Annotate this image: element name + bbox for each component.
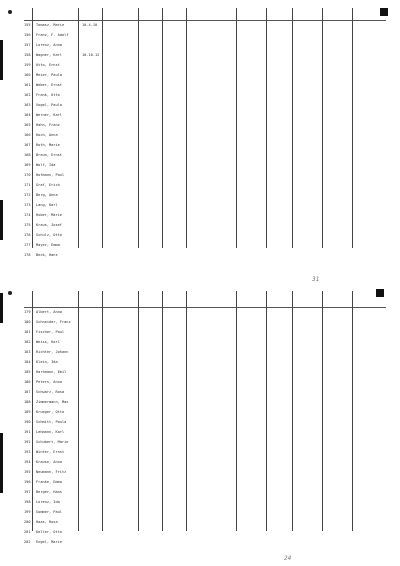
cell-no: 181 <box>24 330 31 334</box>
cell-no: 163 <box>24 103 31 107</box>
register-row <box>24 509 386 518</box>
register-row <box>24 389 386 398</box>
register-row <box>24 379 386 388</box>
cell-no: 158 <box>24 53 31 57</box>
register-table <box>22 285 390 553</box>
scan-edge-mark <box>0 293 3 323</box>
register-row <box>24 192 386 201</box>
register-row <box>24 369 386 378</box>
register-row <box>24 42 386 51</box>
register-row <box>24 152 386 161</box>
cell-name: Wagner, Karl <box>36 53 62 57</box>
cell-no: 200 <box>24 520 31 524</box>
register-row <box>24 242 386 251</box>
cell-born: 10.10.12 <box>82 53 100 57</box>
register-row <box>24 409 386 418</box>
cell-no: 182 <box>24 340 31 344</box>
cell-no: 155 <box>24 23 31 27</box>
cell-name: Weber, Ernst <box>36 83 62 87</box>
register-row <box>24 172 386 181</box>
cell-name: Albert, Anna <box>36 310 62 314</box>
cell-name: Fischer, Paul <box>36 330 65 334</box>
cell-no: 175 <box>24 223 31 227</box>
corner-mark <box>380 8 388 16</box>
cell-name: Franke, Emma <box>36 480 62 484</box>
cell-name: Lehmann, Karl <box>36 430 65 434</box>
cell-no: 198 <box>24 500 31 504</box>
register-table <box>22 2 390 270</box>
cell-name: Richter, Johann <box>36 350 69 354</box>
cell-no: 169 <box>24 163 31 167</box>
register-row <box>24 539 386 548</box>
register-row <box>24 212 386 221</box>
register-row <box>24 82 386 91</box>
cell-no: 170 <box>24 173 31 177</box>
register-row <box>24 232 386 241</box>
cell-name: Vogel, Paula <box>36 103 62 107</box>
cell-no: 172 <box>24 193 31 197</box>
page-number: 31 <box>312 276 320 283</box>
cell-name: Lorenz, Ida <box>36 500 60 504</box>
page-number: 24 <box>284 555 292 562</box>
register-row <box>24 419 386 428</box>
cell-no: 176 <box>24 233 31 237</box>
cell-name: Kraus, Josef <box>36 223 62 227</box>
cell-no: 166 <box>24 133 31 137</box>
corner-mark <box>376 289 384 297</box>
cell-name: Beck, Hans <box>36 253 58 257</box>
register-row <box>24 102 386 111</box>
cell-no: 188 <box>24 400 31 404</box>
scan-edge-mark <box>0 433 3 493</box>
register-row <box>24 52 386 61</box>
register-row <box>24 142 386 151</box>
cell-no: 162 <box>24 93 31 97</box>
register-row <box>24 319 386 328</box>
cell-name: Tomasz, Marie <box>36 23 65 27</box>
cell-no: 167 <box>24 143 31 147</box>
cell-no: 187 <box>24 390 31 394</box>
cell-name: Berger, Hans <box>36 490 62 494</box>
register-row <box>24 182 386 191</box>
cell-name: Peters, Anna <box>36 380 62 384</box>
cell-no: 189 <box>24 410 31 414</box>
cell-no: 195 <box>24 470 31 474</box>
cell-no: 178 <box>24 253 31 257</box>
cell-name: Krause, Anna <box>36 460 62 464</box>
register-row <box>24 469 386 478</box>
cell-name: Weiss, Karl <box>36 340 60 344</box>
register-row <box>24 529 386 538</box>
cell-no: 164 <box>24 113 31 117</box>
cell-no: 190 <box>24 420 31 424</box>
cell-name: Sommer, Paul <box>36 510 62 514</box>
cell-no: 199 <box>24 510 31 514</box>
cell-no: 168 <box>24 153 31 157</box>
cell-name: Schubert, Marie <box>36 440 69 444</box>
cell-name: Mayer, Emma <box>36 243 60 247</box>
cell-no: 161 <box>24 83 31 87</box>
cell-no: 194 <box>24 460 31 464</box>
register-row <box>24 399 386 408</box>
cell-name: Roth, Marie <box>36 143 60 147</box>
cell-no: 184 <box>24 360 31 364</box>
punch-hole <box>8 291 12 295</box>
cell-name: Wolf, Ida <box>36 163 56 167</box>
cell-born: 10.4.10 <box>82 23 98 27</box>
cell-no: 201 <box>24 530 31 534</box>
cell-no: 165 <box>24 123 31 127</box>
register-row <box>24 339 386 348</box>
cell-name: Franz, F. Adolf <box>36 33 69 37</box>
register-row <box>24 449 386 458</box>
cell-no: 196 <box>24 480 31 484</box>
cell-name: Graf, Erich <box>36 183 60 187</box>
cell-no: 193 <box>24 450 31 454</box>
register-row <box>24 32 386 41</box>
cell-no: 173 <box>24 203 31 207</box>
scan-edge-mark <box>0 200 3 240</box>
register-row <box>24 112 386 121</box>
cell-no: 185 <box>24 370 31 374</box>
register-row <box>24 429 386 438</box>
register-row <box>24 72 386 81</box>
cell-name: Werner, Karl <box>36 113 62 117</box>
cell-name: Klein, Ida <box>36 360 58 364</box>
register-row <box>24 489 386 498</box>
register-row <box>24 132 386 141</box>
cell-name: Lorenz, Anna <box>36 43 62 47</box>
scan-edge-mark <box>0 40 3 80</box>
cell-name: Huber, Marie <box>36 213 62 217</box>
cell-name: Krueger, Otto <box>36 410 65 414</box>
cell-name: Schneider, Franz <box>36 320 71 324</box>
cell-no: 191 <box>24 430 31 434</box>
register-row <box>24 479 386 488</box>
register-page-2 <box>0 283 400 566</box>
cell-name: Haas, Rosa <box>36 520 58 524</box>
register-row <box>24 222 386 231</box>
register-row <box>24 439 386 448</box>
cell-no: 186 <box>24 380 31 384</box>
register-row <box>24 162 386 171</box>
cell-name: Berg, Anna <box>36 193 58 197</box>
cell-name: Schmitt, Paula <box>36 420 67 424</box>
cell-name: Engel, Marie <box>36 540 62 544</box>
cell-no: 202 <box>24 540 31 544</box>
cell-no: 160 <box>24 73 31 77</box>
register-row <box>24 459 386 468</box>
cell-name: Zimmermann, Max <box>36 400 69 404</box>
cell-no: 192 <box>24 440 31 444</box>
cell-name: Neumann, Fritz <box>36 470 67 474</box>
register-row <box>24 92 386 101</box>
cell-no: 157 <box>24 43 31 47</box>
cell-no: 159 <box>24 63 31 67</box>
register-row <box>24 499 386 508</box>
register-row <box>24 349 386 358</box>
punch-hole <box>8 10 12 14</box>
cell-name: Lang, Karl <box>36 203 58 207</box>
cell-name: Hartmann, Emil <box>36 370 67 374</box>
register-row <box>24 329 386 338</box>
cell-no: 171 <box>24 183 31 187</box>
cell-no: 183 <box>24 350 31 354</box>
cell-name: Hofmann, Paul <box>36 173 65 177</box>
register-row <box>24 62 386 71</box>
cell-no: 174 <box>24 213 31 217</box>
cell-name: Otto, Ernst <box>36 63 60 67</box>
cell-no: 180 <box>24 320 31 324</box>
register-row <box>24 309 386 318</box>
register-row <box>24 122 386 131</box>
cell-name: Keller, Otto <box>36 530 62 534</box>
cell-no: 197 <box>24 490 31 494</box>
cell-name: Koch, Anna <box>36 133 58 137</box>
register-row <box>24 252 386 261</box>
cell-name: Hahn, Franz <box>36 123 60 127</box>
cell-no: 156 <box>24 33 31 37</box>
cell-name: Braun, Ernst <box>36 153 62 157</box>
cell-name: Schwarz, Rosa <box>36 390 65 394</box>
cell-name: Frank, Otto <box>36 93 60 97</box>
register-row <box>24 519 386 528</box>
register-row <box>24 359 386 368</box>
register-row <box>24 22 386 31</box>
cell-no: 177 <box>24 243 31 247</box>
cell-name: Winter, Ernst <box>36 450 65 454</box>
cell-name: Meier, Paula <box>36 73 62 77</box>
cell-name: Schulz, Otto <box>36 233 62 237</box>
cell-no: 179 <box>24 310 31 314</box>
register-row <box>24 202 386 211</box>
